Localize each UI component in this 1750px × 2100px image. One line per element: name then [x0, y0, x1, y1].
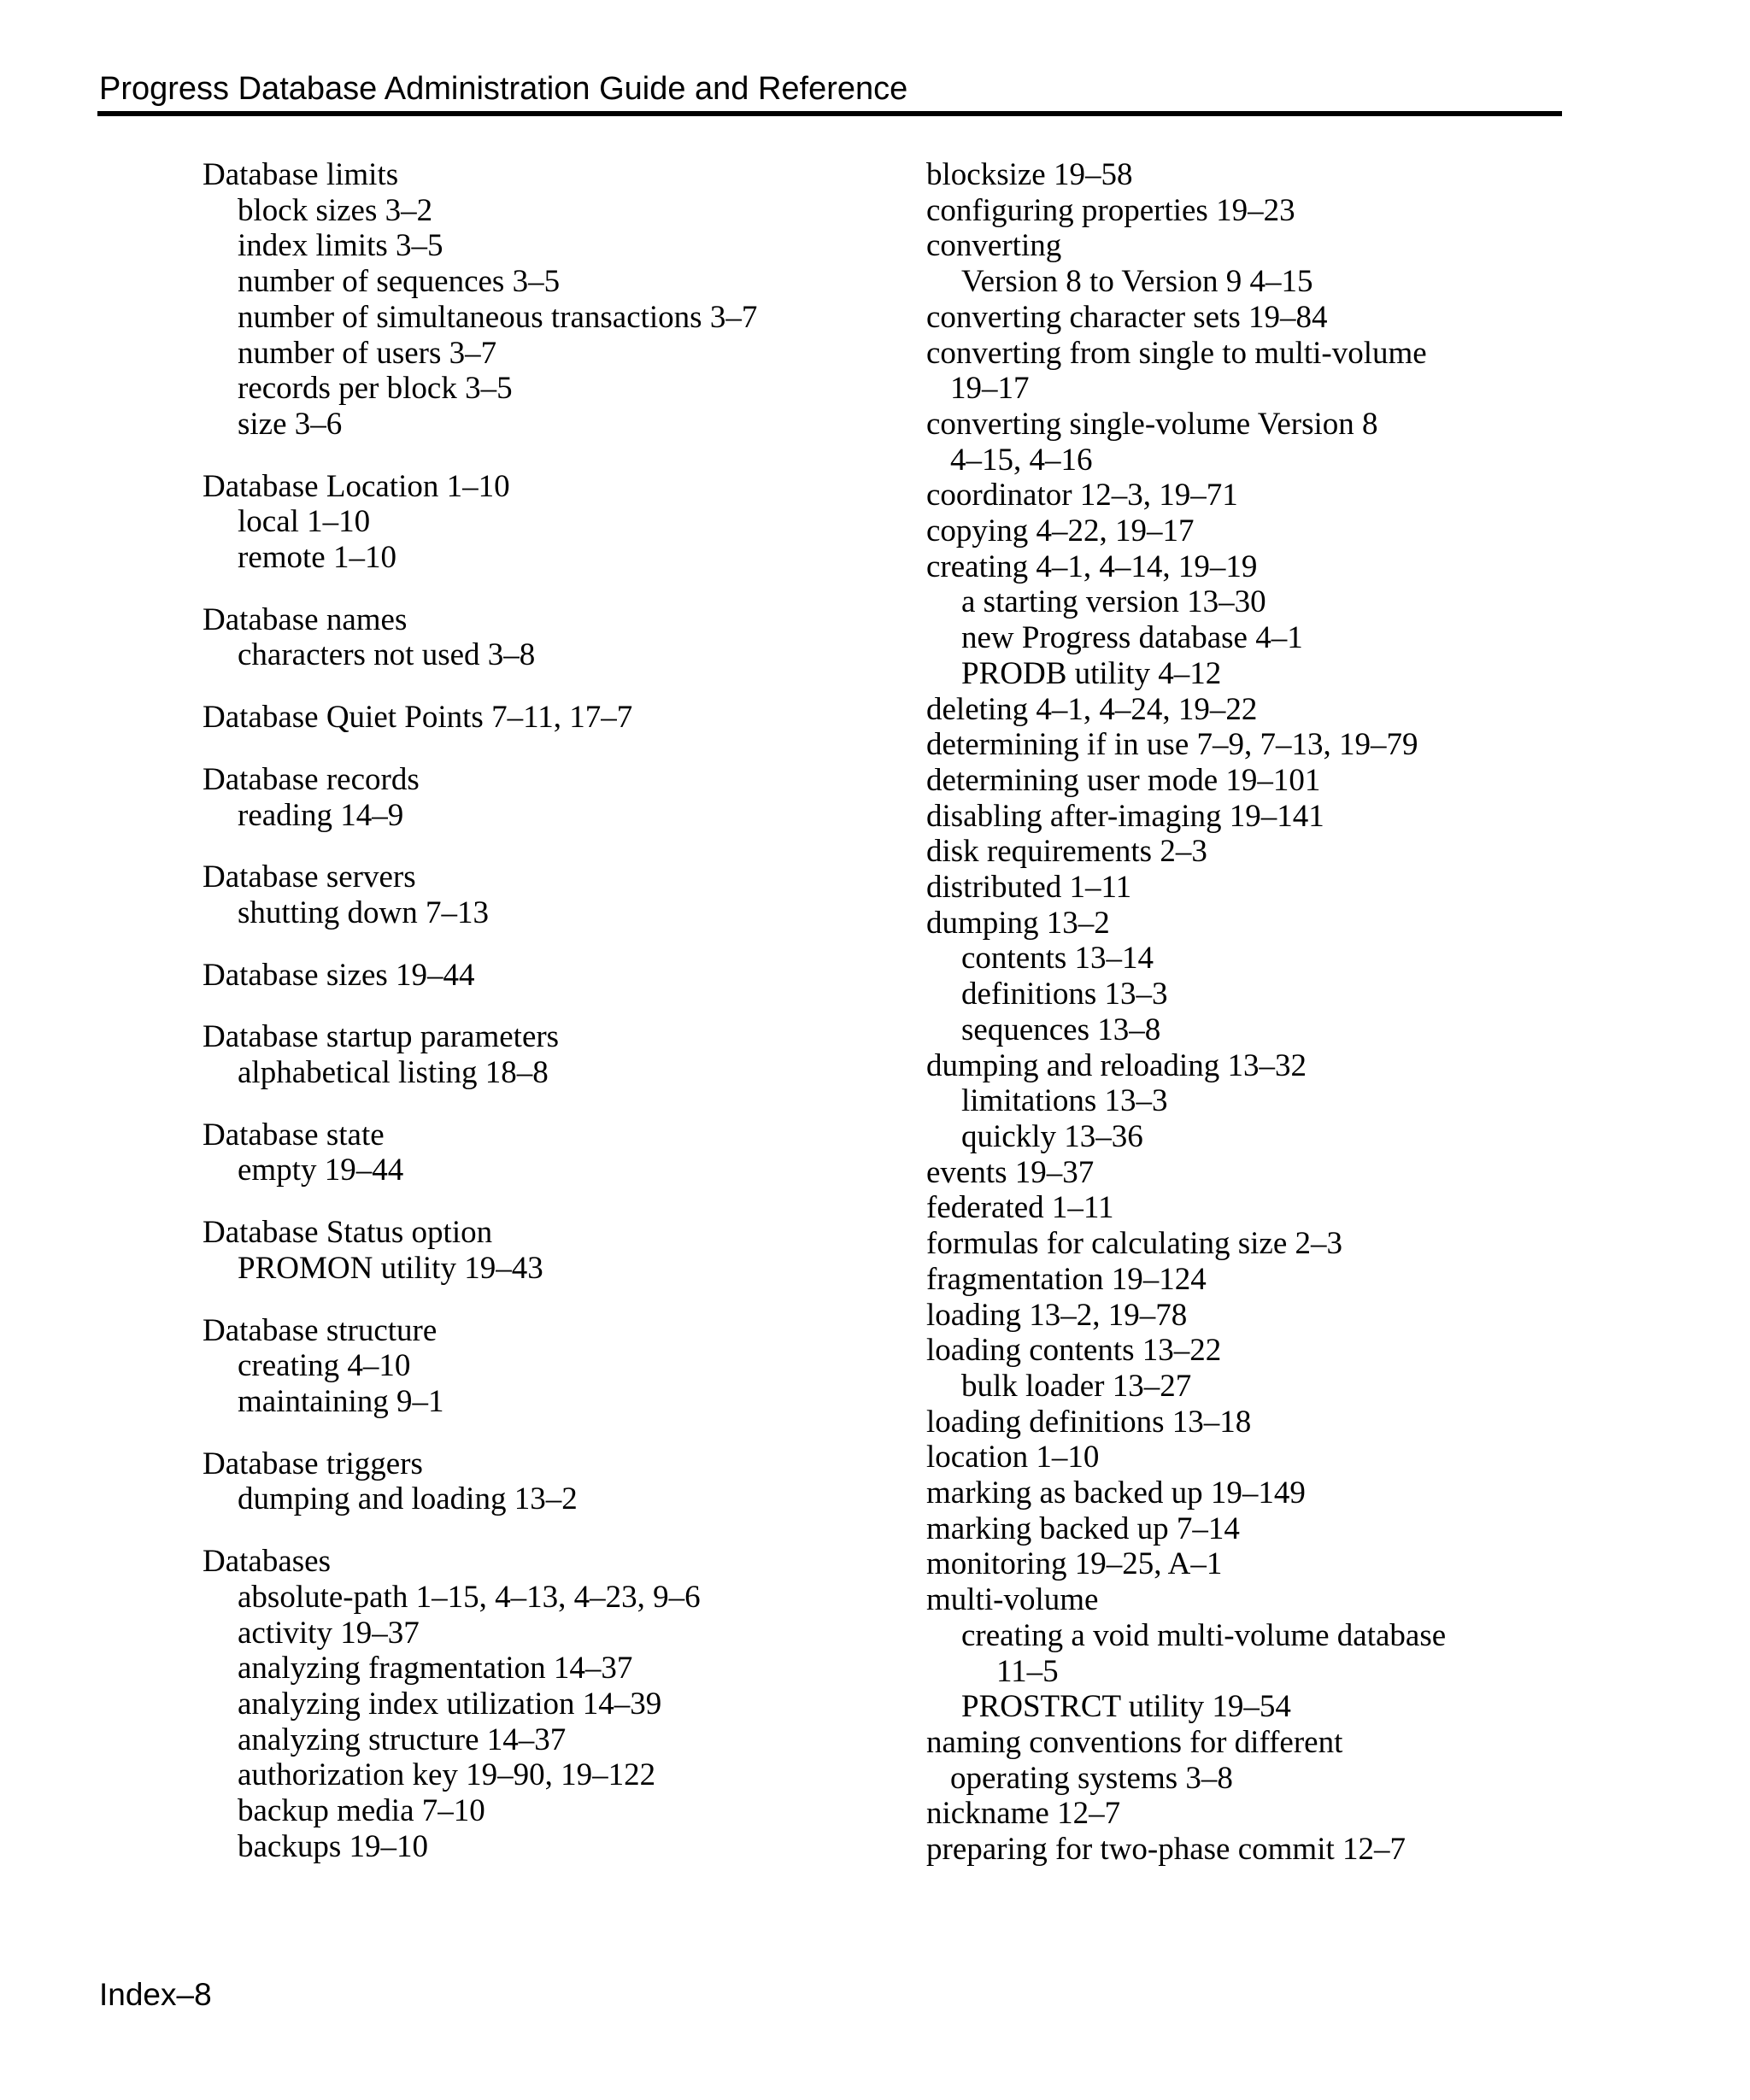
index-entry: PRODB utility 4–12 [961, 655, 1222, 691]
header-rule [97, 111, 1562, 116]
index-entry: monitoring 19–25, A–1 [926, 1546, 1223, 1582]
index-entry: remote 1–10 [238, 540, 396, 576]
index-entry: converting character sets 19–84 [926, 299, 1328, 335]
index-entry: analyzing fragmentation 14–37 [238, 1651, 633, 1686]
index-entry: backups 19–10 [238, 1828, 428, 1864]
index-entry: analyzing index utilization 14–39 [238, 1686, 662, 1722]
index-entry: Database structure [203, 1312, 438, 1348]
index-entry: Database sizes 19–44 [203, 957, 475, 993]
index-entry: creating 4–10 [238, 1348, 411, 1384]
index-entry: bulk loader 13–27 [961, 1368, 1192, 1404]
page-number-footer: Index–8 [99, 1977, 212, 2012]
index-entry: marking backed up 7–14 [926, 1510, 1240, 1546]
index-entry: marking as backed up 19–149 [926, 1475, 1306, 1511]
index-entry: federated 1–11 [926, 1190, 1114, 1226]
index-entry: preparing for two-phase commit 12–7 [926, 1832, 1406, 1868]
index-entry: creating a void multi-volume database [961, 1617, 1447, 1653]
index-entry: number of simultaneous transactions 3–7 [238, 299, 758, 335]
index-entry: new Progress database 4–1 [961, 620, 1303, 656]
index-entry: Version 8 to Version 9 4–15 [961, 264, 1313, 300]
index-entry: analyzing structure 14–37 [238, 1722, 567, 1757]
index-entry: limitations 13–3 [961, 1083, 1168, 1119]
index-entry: reading 14–9 [238, 797, 404, 833]
index-column-left [203, 157, 886, 1864]
index-entry: 4–15, 4–16 [950, 442, 1093, 478]
index-entry: empty 19–44 [238, 1153, 404, 1188]
index-entry: converting single-volume Version 8 [926, 406, 1378, 442]
index-entry: sequences 13–8 [961, 1012, 1161, 1047]
index-entry: disabling after-imaging 19–141 [926, 798, 1324, 834]
index-entry: dumping 13–2 [926, 905, 1110, 941]
index-entry: determining user mode 19–101 [926, 762, 1321, 798]
index-entry: blocksize 19–58 [926, 157, 1133, 192]
index-entry: copying 4–22, 19–17 [926, 513, 1195, 549]
index-entry: Databases [203, 1544, 331, 1580]
index-entry: backup media 7–10 [238, 1793, 485, 1829]
running-header-title: Progress Database Administration Guide and Reference [99, 71, 908, 107]
index-entry: Database limits [203, 157, 399, 192]
index-entry: Database Quiet Points 7–11, 17–7 [203, 700, 633, 736]
index-entry: shutting down 7–13 [238, 895, 489, 930]
index-entry: a starting version 13–30 [961, 584, 1266, 620]
index-entry: dumping and reloading 13–32 [926, 1047, 1307, 1083]
index-entry: determining if in use 7–9, 7–13, 19–79 [926, 727, 1418, 763]
index-entry: loading contents 13–22 [926, 1333, 1222, 1369]
index-entry: number of sequences 3–5 [238, 264, 561, 300]
index-entry: Database records [203, 761, 420, 797]
index-entry: records per block 3–5 [238, 371, 513, 407]
index-entry: multi-volume [926, 1582, 1099, 1618]
index-entry: deleting 4–1, 4–24, 19–22 [926, 691, 1258, 727]
index-column-right [926, 157, 1542, 1868]
index-entry: alphabetical listing 18–8 [238, 1055, 549, 1091]
index-entry: location 1–10 [926, 1440, 1100, 1475]
index-entry: operating systems 3–8 [950, 1760, 1233, 1796]
index-entry: creating 4–1, 4–14, 19–19 [926, 548, 1258, 584]
index-entry: Database startup parameters [203, 1019, 560, 1055]
index-entry: Database names [203, 601, 408, 637]
index-entry: Database Location 1–10 [203, 468, 510, 504]
index-entry: 19–17 [950, 371, 1030, 407]
index-entry: contents 13–14 [961, 941, 1154, 977]
index-entry: Database Status option [203, 1215, 493, 1251]
index-entry: Database state [203, 1117, 385, 1153]
index-entry: disk requirements 2–3 [926, 834, 1207, 870]
index-entry: characters not used 3–8 [238, 637, 536, 673]
index-entry: maintaining 9–1 [238, 1383, 444, 1419]
index-entry: Database servers [203, 859, 416, 895]
index-entry: coordinator 12–3, 19–71 [926, 478, 1238, 513]
index-entry: PROMON utility 19–43 [238, 1250, 543, 1286]
index-entry: PROSTRCT utility 19–54 [961, 1689, 1291, 1725]
index-entry: index limits 3–5 [238, 228, 443, 264]
index-entry: events 19–37 [926, 1154, 1095, 1190]
index-entry: activity 19–37 [238, 1615, 420, 1651]
index-entry: definitions 13–3 [961, 977, 1168, 1012]
index-entry: distributed 1–11 [926, 870, 1132, 906]
index-entry: Database triggers [203, 1446, 423, 1481]
index-entry: local 1–10 [238, 504, 371, 540]
index-entry: quickly 13–36 [961, 1118, 1143, 1154]
index-entry: authorization key 19–90, 19–122 [238, 1757, 656, 1793]
index-entry: loading 13–2, 19–78 [926, 1297, 1188, 1333]
index-entry: configuring properties 19–23 [926, 192, 1295, 228]
index-entry: loading definitions 13–18 [926, 1404, 1252, 1440]
index-entry: 11–5 [996, 1653, 1059, 1689]
index-entry: converting from single to multi-volume [926, 335, 1427, 371]
index-entry: size 3–6 [238, 406, 343, 442]
index-entry: block sizes 3–2 [238, 192, 433, 228]
index-entry: nickname 12–7 [926, 1796, 1121, 1832]
index-entry: converting [926, 228, 1062, 264]
index-entry: absolute-path 1–15, 4–13, 4–23, 9–6 [238, 1579, 701, 1615]
index-entry: formulas for calculating size 2–3 [926, 1226, 1342, 1262]
index-entry: fragmentation 19–124 [926, 1261, 1207, 1297]
index-entry: dumping and loading 13–2 [238, 1481, 578, 1517]
index-entry: naming conventions for different [926, 1724, 1343, 1760]
index-entry: number of users 3–7 [238, 335, 497, 371]
